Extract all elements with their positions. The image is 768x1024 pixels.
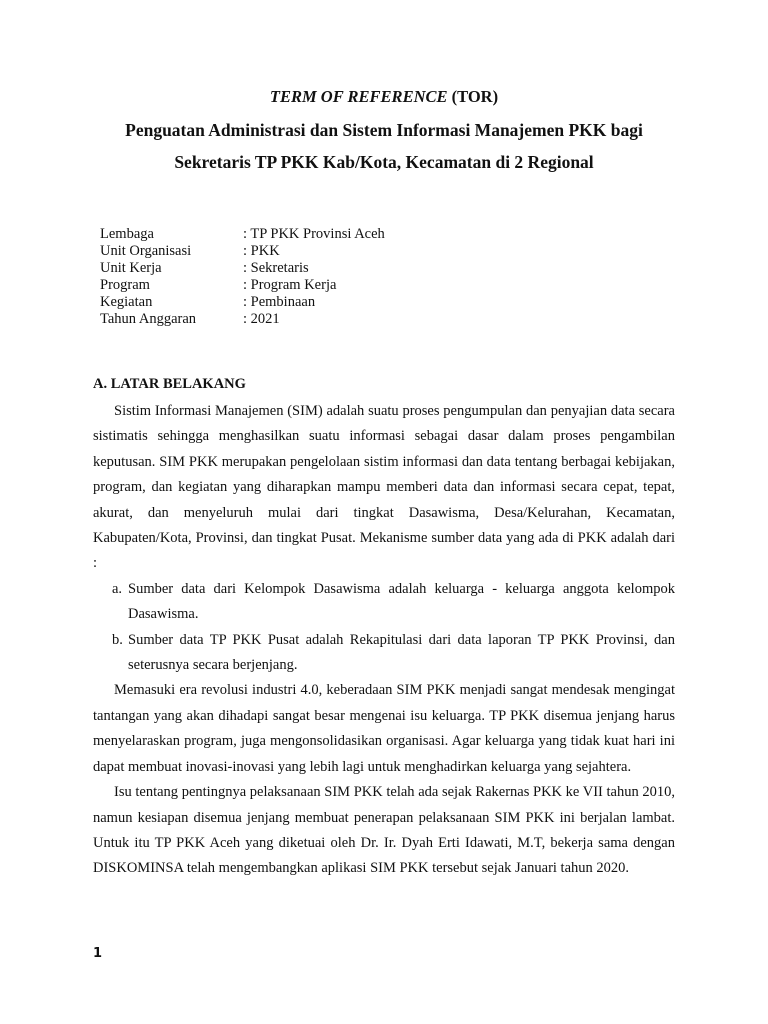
info-label: Lembaga xyxy=(100,226,154,242)
info-label: Unit Kerja xyxy=(100,260,162,276)
title-line-3: Sekretaris TP PKK Kab/Kota, Kecamatan di 2 Regional xyxy=(174,152,594,172)
title-line-2: Penguatan Administrasi dan Sistem Informasi Manajemen PKK bagi xyxy=(125,120,643,140)
data-source-list xyxy=(93,577,675,679)
info-row xyxy=(100,260,385,277)
list-item xyxy=(93,577,675,628)
info-row xyxy=(100,311,385,328)
info-label: Tahun Anggaran xyxy=(100,311,197,327)
list-text: Sumber data TP PKK Pusat adalah Rekapitulasi dari data laporan TP PKK Provinsi, dan seterusnya secara berjenjang. xyxy=(128,631,675,674)
info-value: : TP PKK Provinsi Aceh xyxy=(243,226,385,242)
paragraph-3: Isu tentang pentingnya pelaksanaan SIM PKK telah ada sejak Rakernas PKK ke VII tahun 2010, namun kesiapan disemua jenjang membuat penerapan pelaksanaan SIM PKK ini berjalan lambat. Untuk itu TP PKK Aceh yang diketuai oleh Dr. Ir. Dyah Erti Idawati, M.T, bekerja sama dengan DISKOMINSA telah mengembangkan aplikasi SIM PKK tersebut sejak Januari tahun 2020. xyxy=(93,784,675,877)
title-suffix: (TOR) xyxy=(447,87,499,106)
document-title xyxy=(0,86,768,178)
info-table xyxy=(100,226,385,328)
list-marker: b. xyxy=(112,631,123,648)
page-number: 1 xyxy=(93,946,103,961)
paragraph-1: Sistim Informasi Manajemen (SIM) adalah suatu proses pengumpulan dan penyajian data secara sistimatis sehingga menghasilkan suatu informasi sebagai dasar dalam proses pengambilan keputusan. SIM PKK merupakan pengelolaan sistim informasi dan data tentang berbagai kebijakan, program, dan kegiatan yang diharapkan mampu memberi data dan informasi secara cepat, tepat, akurat, dan menyeluruh mulai dari tingkat Dasawisma, Desa/Kelurahan, Kecamatan, Kabupaten/Kota, Provinsi, dan tingkat Pusat. Mekanisme sumber data yang ada di PKK adalah dari : xyxy=(93,403,675,572)
info-value: : 2021 xyxy=(243,311,280,327)
info-row xyxy=(100,243,385,260)
section-latar-belakang xyxy=(93,374,675,882)
info-row xyxy=(100,226,385,243)
info-label: Program xyxy=(100,277,150,293)
title-line-1 xyxy=(0,86,768,108)
list-item xyxy=(93,628,675,679)
info-value: : Sekretaris xyxy=(243,260,309,276)
section-heading: A. LATAR BELAKANG xyxy=(93,376,246,392)
info-row xyxy=(100,277,385,294)
title-italic: TERM OF REFERENCE xyxy=(269,87,448,106)
info-row xyxy=(100,294,385,311)
info-value: : Program Kerja xyxy=(243,277,337,293)
paragraph-2: Memasuki era revolusi industri 4.0, keberadaan SIM PKK menjadi sangat mendesak mengingat tantangan yang akan dihadapi sangat besar mengenai isu keluarga. TP PKK disemua jenjang harus menyelaraskan program, juga mengonsolidasikan organisasi. Agar keluarga yang tidak kuat hari ini dapat membuat inovasi-inovasi yang lebih lagi untuk menghadirkan keluarga yang sejahtera. xyxy=(93,682,675,775)
info-label: Kegiatan xyxy=(100,294,153,310)
info-label: Unit Organisasi xyxy=(100,243,192,259)
list-text: Sumber data dari Kelompok Dasawisma adalah keluarga - keluarga anggota kelompok Dasawisma. xyxy=(128,580,675,623)
info-value: : PKK xyxy=(243,243,280,259)
info-value: : Pembinaan xyxy=(243,294,316,310)
list-marker: a. xyxy=(112,580,123,597)
